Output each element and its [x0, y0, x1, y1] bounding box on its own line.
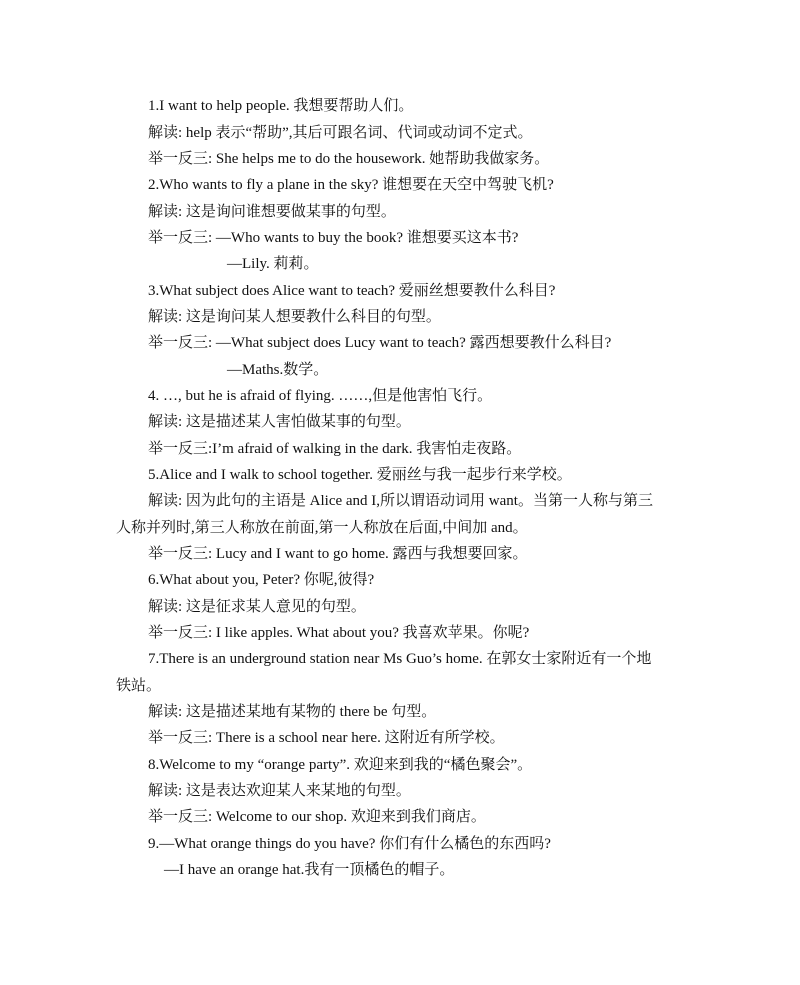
point-6-example: 举一反三: I like apples. What about you? 我喜欢苹果。你呢?: [148, 625, 530, 641]
point-5-example: 举一反三: Lucy and I want to go home. 露西与我想要回家。: [148, 546, 528, 562]
point-7-sentence-cont: 铁站。: [116, 678, 162, 694]
point-3-explanation: 解读: 这是询问某人想要教什么科目的句型。: [148, 309, 441, 325]
point-6-sentence: 6.What about you, Peter? 你呢,彼得?: [148, 572, 375, 588]
point-1-explanation: 解读: help 表示“帮助”,其后可跟名词、代词或动词不定式。: [148, 125, 533, 141]
point-2-sentence: 2.Who wants to fly a plane in the sky? 谁想要在天空中驾驶飞机?: [148, 177, 554, 193]
point-5-explanation-cont: 人称并列时,第三人称放在前面,第一人称放在后面,中间加 and。: [116, 520, 528, 536]
point-8-example: 举一反三: Welcome to our shop. 欢迎来到我们商店。: [148, 809, 486, 825]
point-7-explanation: 解读: 这是描述某地有某物的 there be 句型。: [148, 704, 437, 720]
point-4-sentence: 4. …, but he is afraid of flying. ……,但是他害怕飞行。: [148, 388, 493, 404]
point-4-example: 举一反三:I’m afraid of walking in the dark. 我害怕走夜路。: [148, 441, 522, 457]
point-8-sentence: 8.Welcome to my “orange party”. 欢迎来到我的“橘色聚会”。: [148, 757, 533, 773]
point-2-example-answer: —Lily. 莉莉。: [227, 256, 319, 272]
point-4-explanation: 解读: 这是描述某人害怕做某事的句型。: [148, 414, 411, 430]
point-2-example-question: 举一反三: —Who wants to buy the book? 谁想要买这本书?: [148, 230, 519, 246]
point-5-sentence: 5.Alice and I walk to school together. 爱丽丝与我一起步行来学校。: [148, 467, 572, 483]
point-7-example: 举一反三: There is a school near here. 这附近有所学校。: [148, 730, 505, 746]
point-3-example-question: 举一反三: —What subject does Lucy want to teach? 露西想要教什么科目?: [148, 335, 612, 351]
point-5-explanation: 解读: 因为此句的主语是 Alice and I,所以谓语动词用 want。当第一人称与第三: [148, 493, 653, 509]
point-8-explanation: 解读: 这是表达欢迎某人来某地的句型。: [148, 783, 411, 799]
point-3-example-answer: —Maths.数学。: [227, 362, 329, 378]
point-7-sentence: 7.There is an underground station near Ms Guo’s home. 在郭女士家附近有一个地: [148, 651, 652, 667]
point-3-sentence: 3.What subject does Alice want to teach? 爱丽丝想要教什么科目?: [148, 283, 556, 299]
point-6-explanation: 解读: 这是征求某人意见的句型。: [148, 599, 366, 615]
point-9-question: 9.—What orange things do you have? 你们有什么橘色的东西吗?: [148, 836, 551, 852]
point-1-example: 举一反三: She helps me to do the housework. 她帮助我做家务。: [148, 151, 550, 167]
point-9-answer: —I have an orange hat.我有一顶橘色的帽子。: [164, 862, 455, 878]
point-1-sentence: 1.I want to help people. 我想要帮助人们。: [148, 98, 414, 114]
point-2-explanation: 解读: 这是询问谁想要做某事的句型。: [148, 204, 396, 220]
